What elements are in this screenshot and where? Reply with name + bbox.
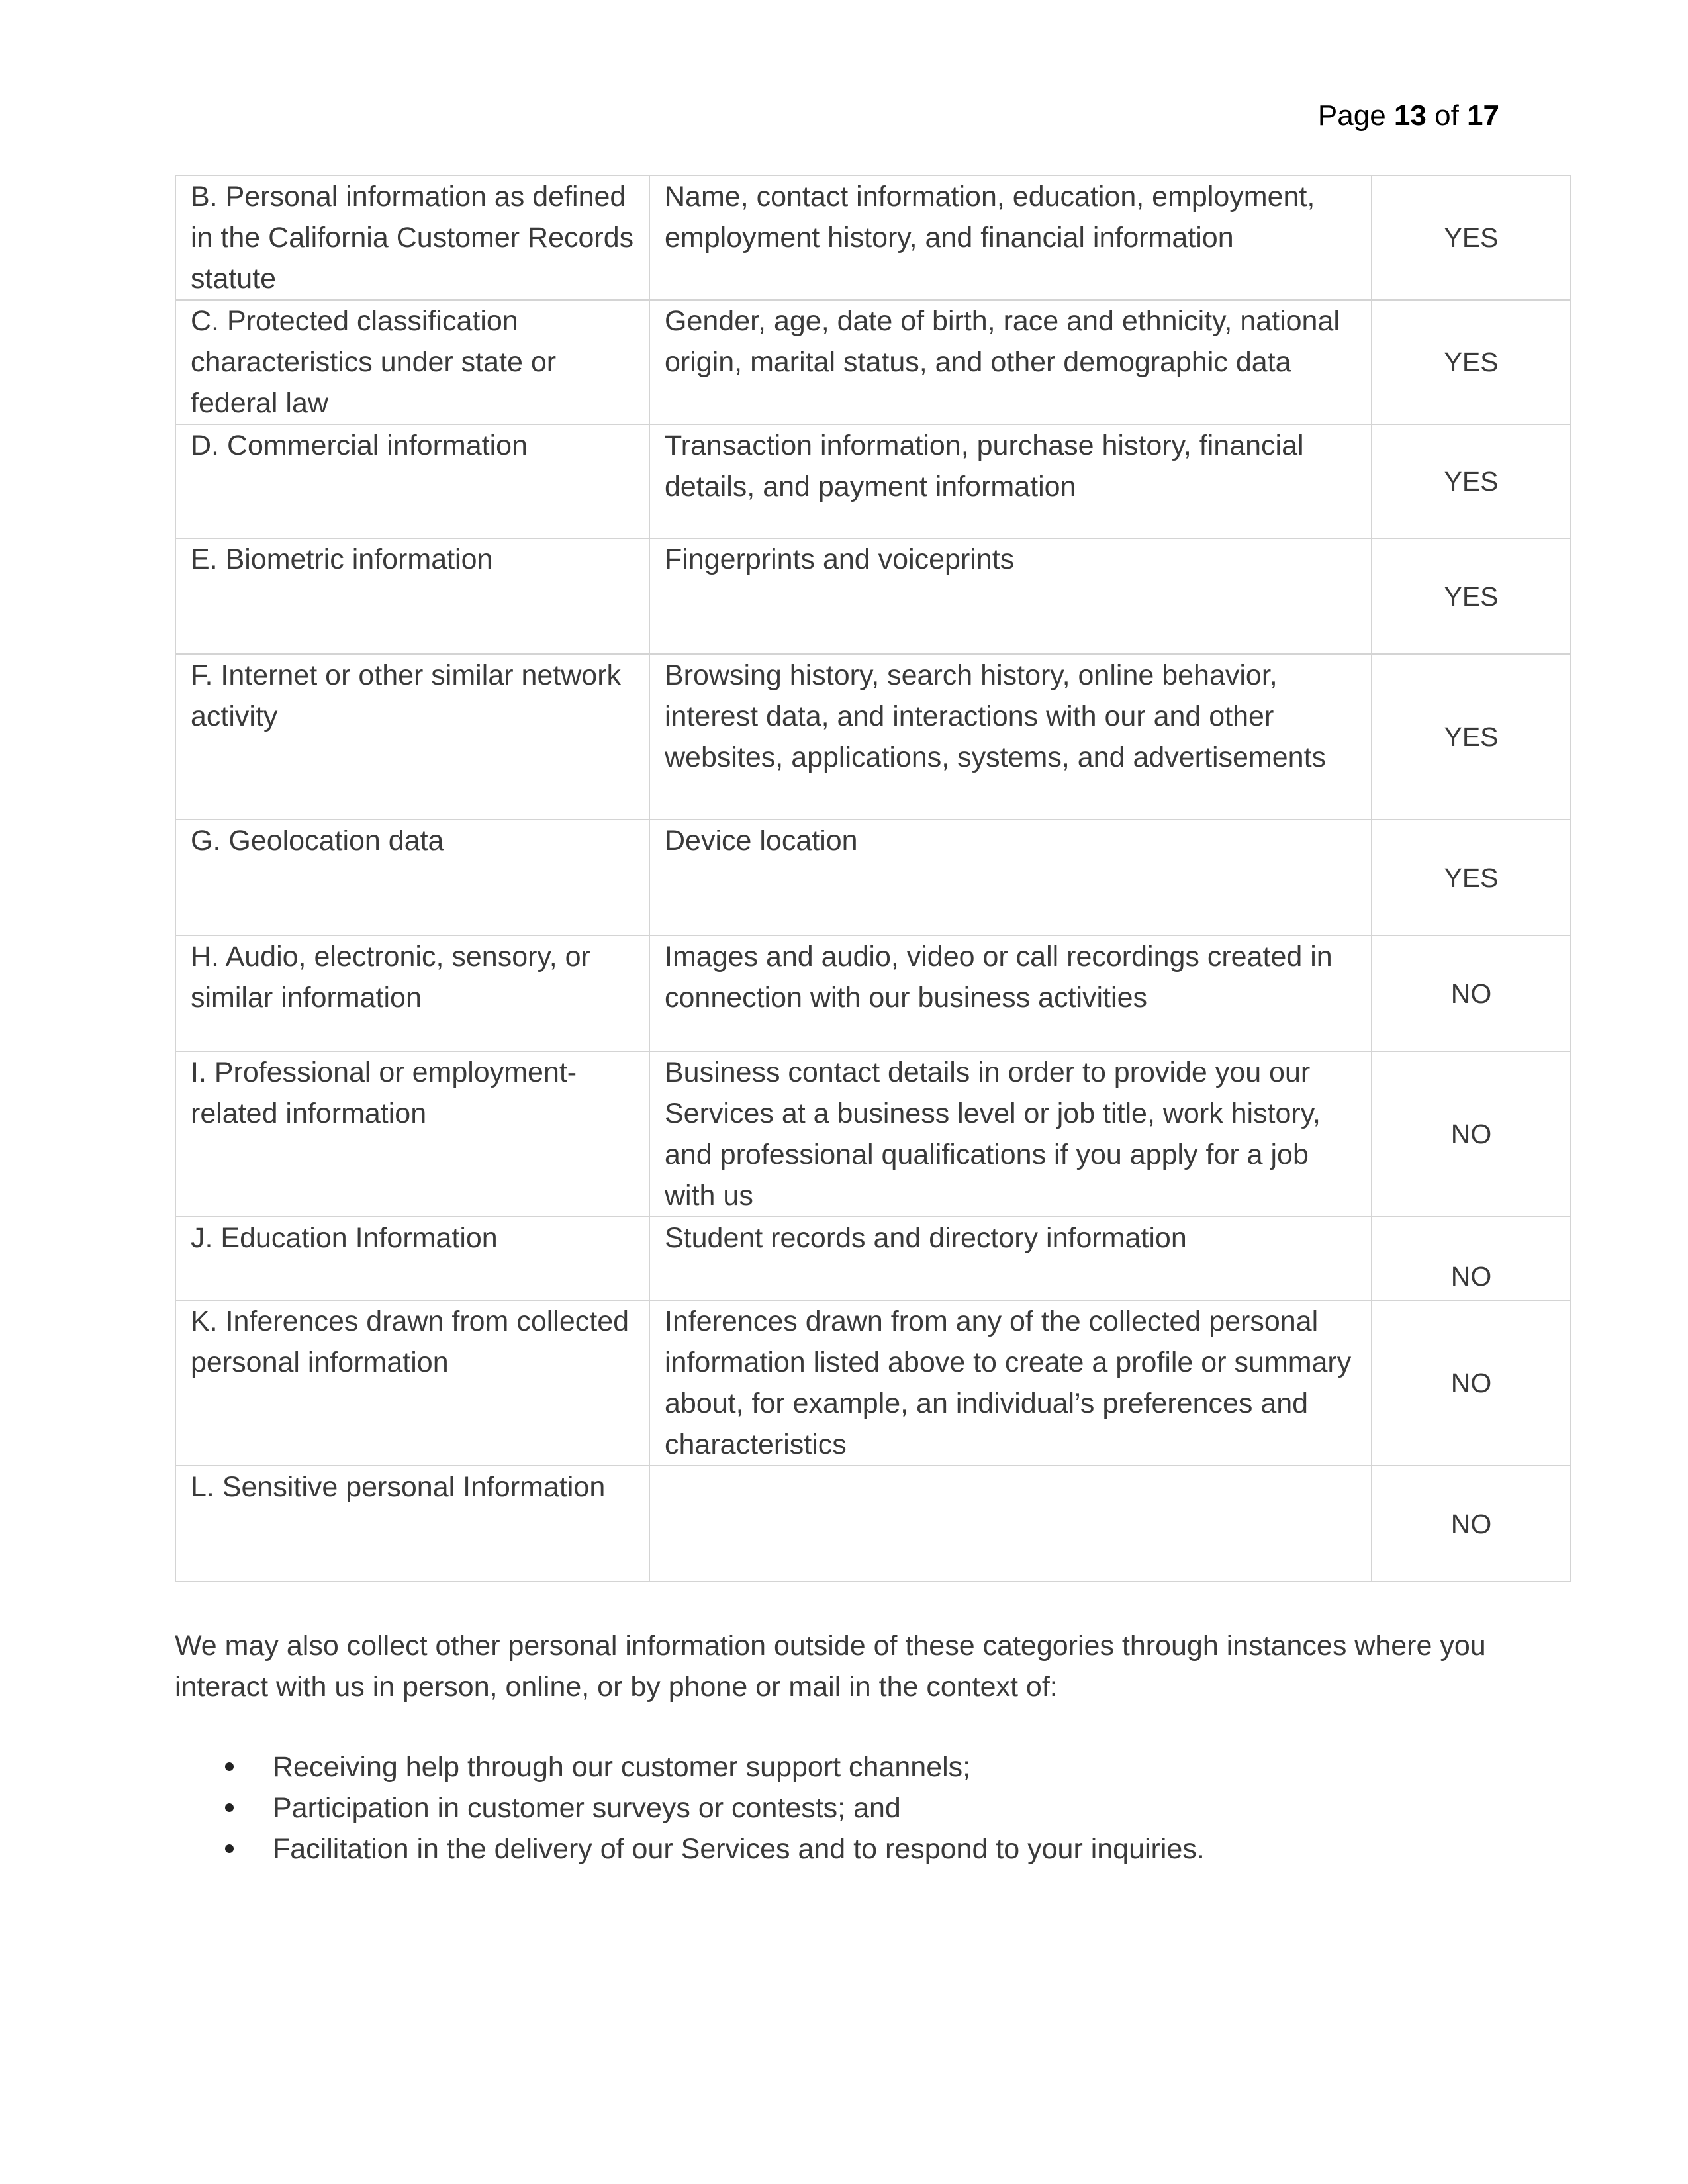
collected-cell: NO — [1372, 935, 1571, 1051]
collected-cell: NO — [1372, 1466, 1571, 1582]
examples-cell: Business contact details in order to provide you our Services at a business level or job title, work history, and professional qualifications if you apply for a job with us — [649, 1051, 1372, 1217]
category-cell: F. Internet or other similar network activity — [175, 654, 649, 820]
examples-cell: Gender, age, date of birth, race and ethnicity, national origin, marital status, and other demographic data — [649, 300, 1372, 424]
list-item — [175, 1787, 1571, 1828]
list-item-text: Receiving help through our customer support channels; — [273, 1751, 971, 1783]
page-number-total: 17 — [1467, 99, 1499, 132]
collected-cell: NO — [1372, 1300, 1571, 1466]
collected-cell: YES — [1372, 175, 1571, 300]
collected-cell: YES — [1372, 424, 1571, 538]
table-row — [175, 654, 1571, 820]
collected-cell: YES — [1372, 538, 1571, 654]
table-row — [175, 175, 1571, 300]
list-item — [175, 1746, 1571, 1787]
table-row — [175, 820, 1571, 935]
table-row — [175, 1300, 1571, 1466]
collected-value: NO — [1450, 1261, 1492, 1292]
category-cell: I. Professional or employment-related information — [175, 1051, 649, 1217]
table-row — [175, 424, 1571, 538]
list-item-text: Participation in customer surveys or contests; and — [273, 1792, 901, 1824]
list-item-text: Facilitation in the delivery of our Services and to respond to your inquiries. — [273, 1833, 1205, 1865]
examples-cell: Name, contact information, education, employment, employment history, and financial information — [649, 175, 1372, 300]
page-number-separator: of — [1434, 99, 1459, 132]
examples-cell: Fingerprints and voiceprints — [649, 538, 1372, 654]
category-cell: L. Sensitive personal Information — [175, 1466, 649, 1582]
category-cell: B. Personal information as defined in the California Customer Records statute — [175, 175, 649, 300]
list-item — [175, 1828, 1571, 1870]
table-row — [175, 300, 1571, 424]
collected-cell: YES — [1372, 820, 1571, 935]
examples-cell — [649, 1466, 1372, 1582]
category-cell: C. Protected classification characteristics under state or federal law — [175, 300, 649, 424]
examples-cell: Student records and directory information — [649, 1217, 1372, 1300]
table-row — [175, 1051, 1571, 1217]
category-cell: D. Commercial information — [175, 424, 649, 538]
page-number-current: 13 — [1393, 99, 1427, 132]
category-cell: J. Education Information — [175, 1217, 649, 1300]
collected-cell — [1372, 1217, 1571, 1300]
collected-cell: NO — [1372, 1051, 1571, 1217]
category-cell: H. Audio, electronic, sensory, or similar information — [175, 935, 649, 1051]
bullet-icon — [225, 1844, 234, 1853]
page-number-prefix: Page — [1317, 99, 1386, 132]
examples-cell: Browsing history, search history, online behavior, interest data, and interactions with our and other websites, applications, systems, and advertisements — [649, 654, 1372, 820]
examples-cell: Images and audio, video or call recordings created in connection with our business activities — [649, 935, 1372, 1051]
bullet-icon — [225, 1762, 234, 1771]
table-row — [175, 935, 1571, 1051]
category-cell: G. Geolocation data — [175, 820, 649, 935]
category-cell: K. Inferences drawn from collected personal information — [175, 1300, 649, 1466]
bullet-icon — [225, 1803, 234, 1812]
personal-information-categories-table — [175, 175, 1571, 1582]
intro-paragraph: We may also collect other personal information outside of these categories through instances where you interact with us in person, online, or by phone or mail in the context of: — [175, 1630, 1486, 1703]
table-row — [175, 1466, 1571, 1582]
examples-cell: Device location — [649, 820, 1372, 935]
collected-cell: YES — [1372, 654, 1571, 820]
bullet-list — [175, 1746, 1571, 1870]
examples-cell: Transaction information, purchase history, financial details, and payment information — [649, 424, 1372, 538]
table-row — [175, 538, 1571, 654]
table-row — [175, 1217, 1571, 1300]
examples-cell: Inferences drawn from any of the collected personal information listed above to create a profile or summary about, for example, an individual’s preferences and characteristics — [649, 1300, 1372, 1466]
collected-cell: YES — [1372, 300, 1571, 424]
category-cell: E. Biometric information — [175, 538, 649, 654]
page-number — [1318, 99, 1499, 132]
